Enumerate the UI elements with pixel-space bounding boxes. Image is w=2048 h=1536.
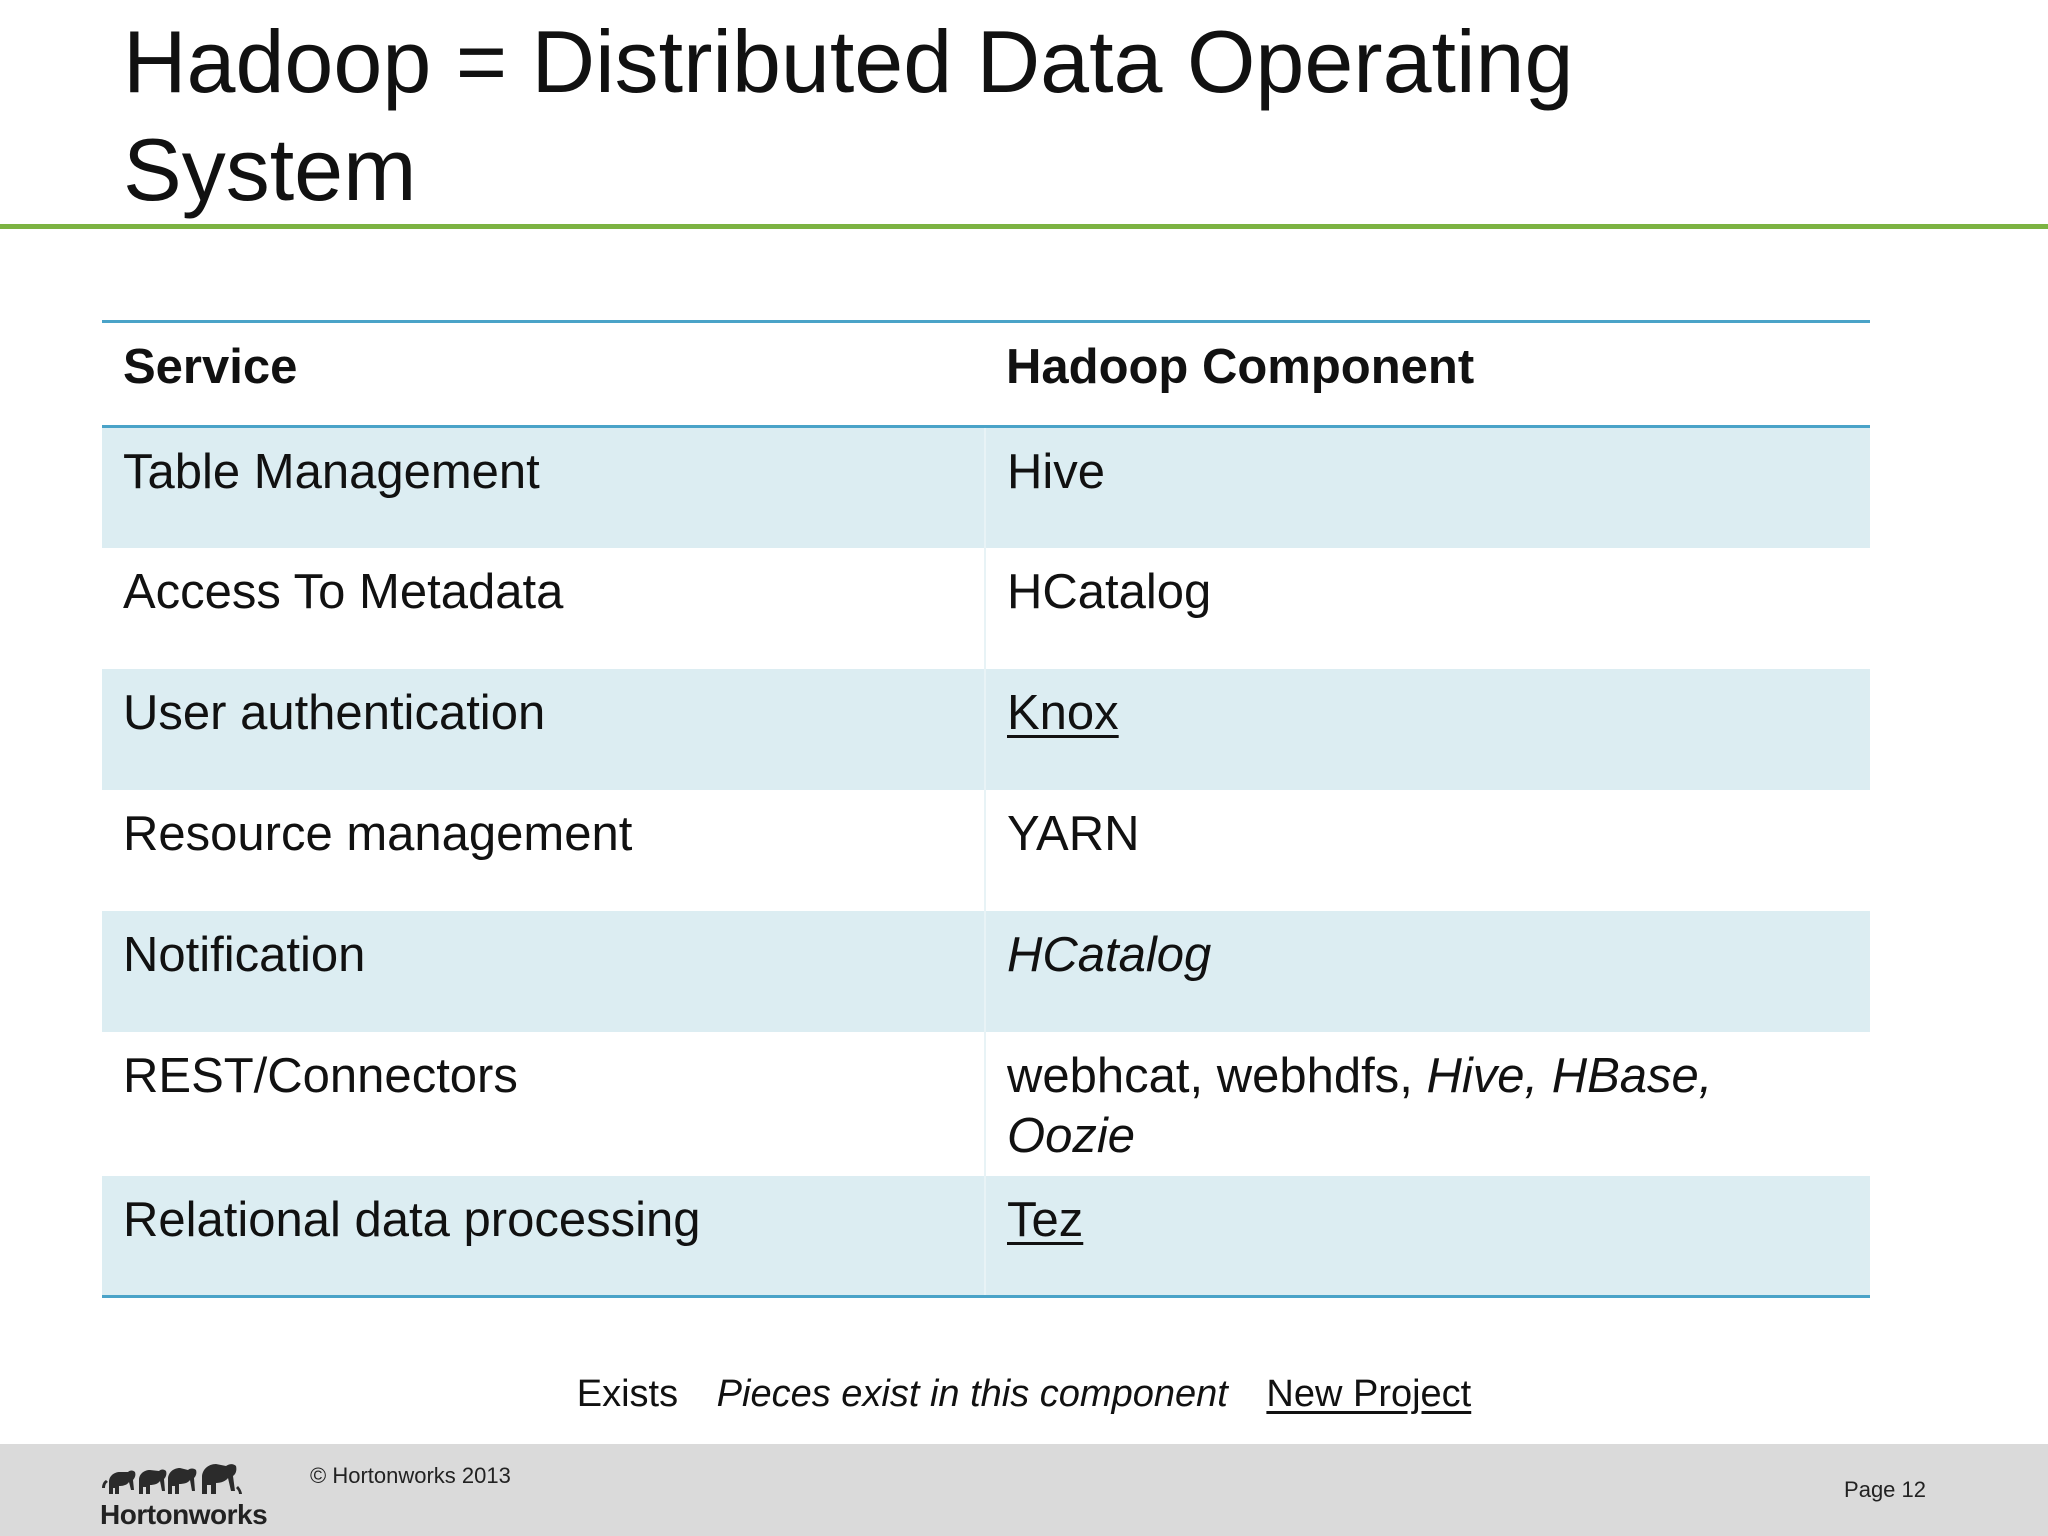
- legend-partial: Pieces exist in this component: [716, 1373, 1228, 1415]
- page-number: Page 12: [1844, 1477, 1926, 1502]
- copyright-text: © Hortonworks 2013: [310, 1463, 511, 1488]
- component-cell: [985, 790, 1870, 911]
- slide-title: Hadoop = Distributed Data Operating System: [123, 12, 1574, 219]
- legend: [0, 1368, 2048, 1420]
- service-cell: User authentication: [102, 669, 985, 790]
- component-name: HCatalog: [1007, 927, 1212, 982]
- component-cell: [985, 548, 1870, 669]
- component-cell: [985, 1176, 1870, 1297]
- service-cell: Relational data processing: [102, 1176, 985, 1297]
- component-cell: [985, 911, 1870, 1032]
- elephant-herd-icon: [98, 1458, 268, 1500]
- table-row: [102, 427, 1870, 548]
- component-name: Knox: [1007, 685, 1119, 740]
- legend-exists: Exists: [576, 1373, 679, 1415]
- service-component-table: [102, 320, 1870, 1298]
- table-row: [102, 669, 1870, 790]
- legend-new-project: New Project: [1266, 1373, 1472, 1415]
- table-row: [102, 790, 1870, 911]
- component-name: webhcat, webhdfs,: [1007, 1048, 1427, 1103]
- component-cell: [985, 427, 1870, 548]
- component-name: HCatalog: [1007, 564, 1212, 619]
- service-cell: REST/Connectors: [102, 1032, 985, 1176]
- logo-wordmark: Hortonworks: [100, 1499, 268, 1530]
- table-body: [102, 427, 1870, 1297]
- title-divider: [0, 224, 2048, 229]
- component-name: Tez: [1007, 1192, 1084, 1247]
- table-row: [102, 548, 1870, 669]
- component-name: YARN: [1007, 806, 1140, 861]
- component-cell: [985, 1032, 1870, 1176]
- service-cell: Table Management: [102, 427, 985, 548]
- service-cell: Access To Metadata: [102, 548, 985, 669]
- table-row: [102, 911, 1870, 1032]
- header-hadoop-component: Hadoop Component: [985, 322, 1870, 427]
- header-service: Service: [102, 322, 985, 427]
- service-cell: Resource management: [102, 790, 985, 911]
- component-name: Hive: [1007, 445, 1106, 499]
- table-row: [102, 1032, 1870, 1176]
- table-row: [102, 1176, 1870, 1297]
- table-header-row: [102, 322, 1870, 427]
- component-cell: [985, 669, 1870, 790]
- hortonworks-logo: [98, 1458, 268, 1528]
- footer-bar: [0, 1444, 2048, 1536]
- service-cell: Notification: [102, 911, 985, 1032]
- component-name: Hive, HBase, Oozie: [1007, 1048, 1713, 1163]
